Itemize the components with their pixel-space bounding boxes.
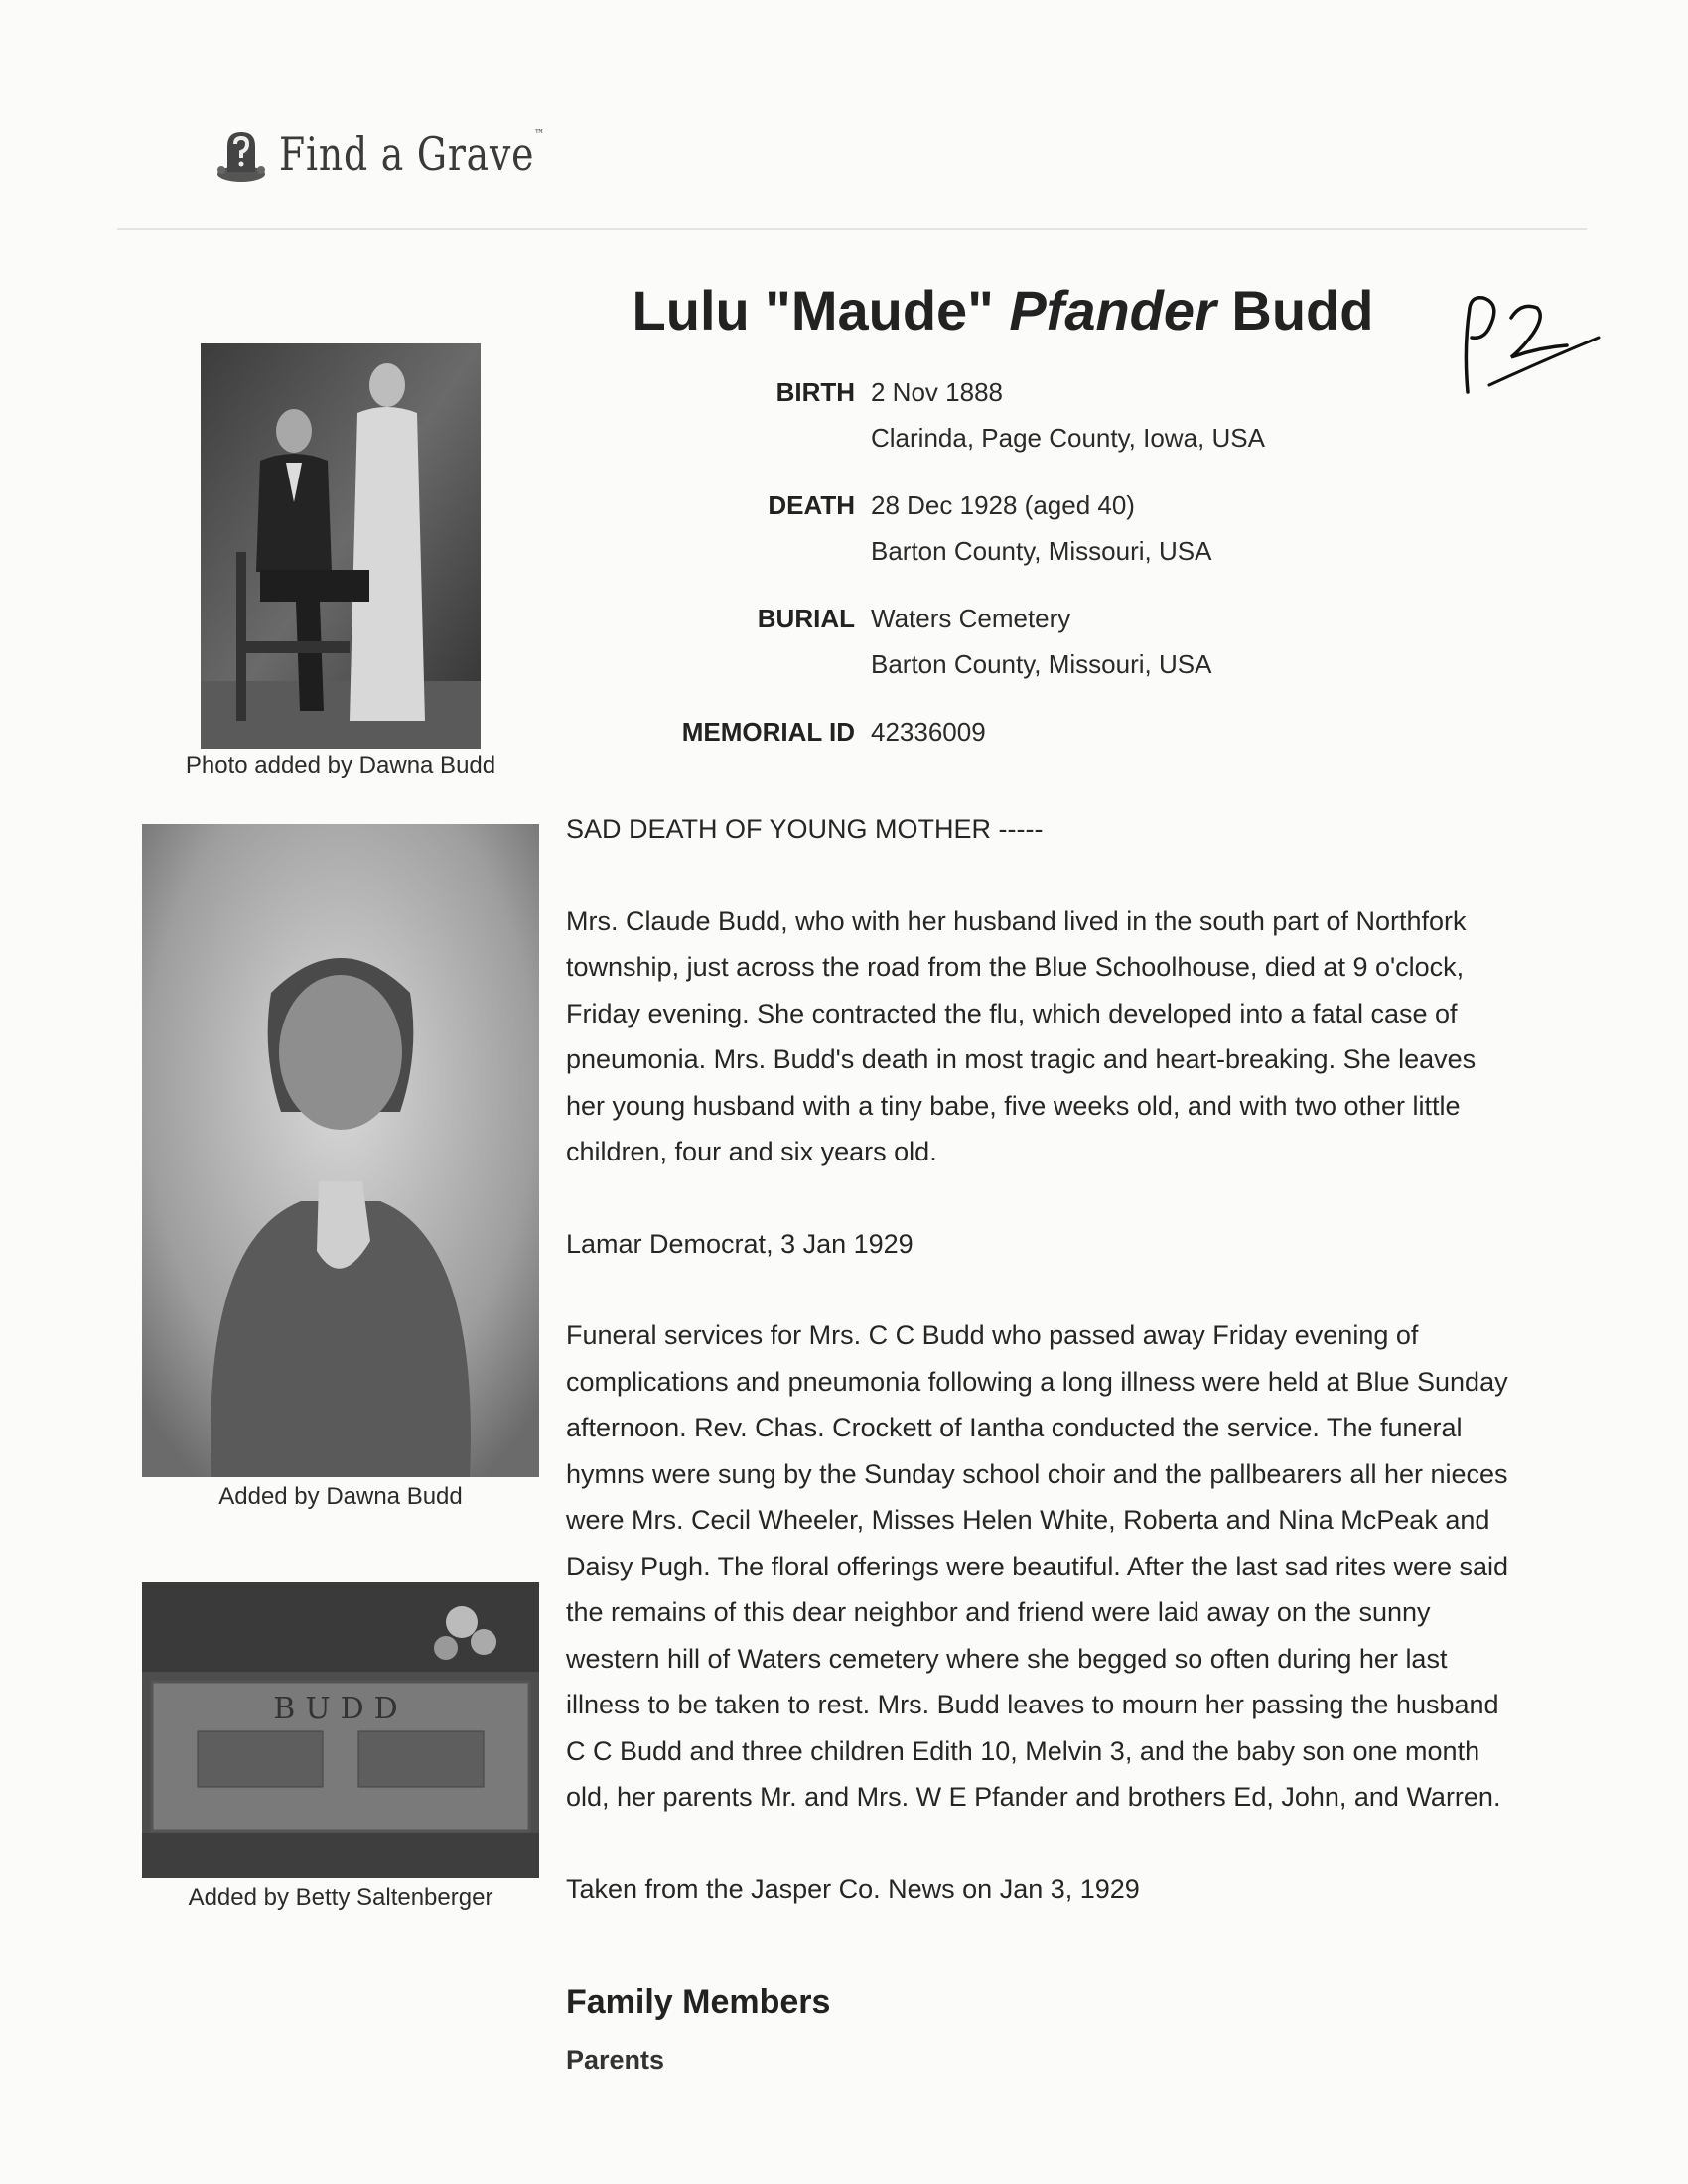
headstone-photo[interactable] — [142, 1582, 539, 1878]
story-source-2: Taken from the Jasper Co. News on Jan 3, 1929 — [566, 1873, 1140, 1904]
photo-caption-1: Photo added by Dawna Budd — [185, 752, 496, 779]
burial-place[interactable]: Barton County, Missouri, USA — [871, 649, 1212, 679]
death-label: DEATH — [768, 490, 855, 520]
birth-label: BIRTH — [775, 377, 855, 407]
svg-text:BUDD: BUDD — [273, 1692, 408, 1726]
biography-text — [566, 806, 1519, 1958]
photo-caption-2: Added by Dawna Budd — [218, 1483, 463, 1510]
memorial-id-label: MEMORIAL ID — [681, 717, 855, 747]
couple-portrait-photo[interactable] — [201, 343, 481, 749]
birth-fact — [616, 369, 1410, 461]
find-a-grave-logo[interactable] — [213, 119, 604, 189]
parents-label: Parents — [566, 2045, 665, 2075]
death-place[interactable]: Barton County, Missouri, USA — [871, 536, 1212, 566]
memorial-id-value: 42336009 — [871, 717, 986, 747]
couple-portrait-image — [201, 343, 481, 749]
title-first-name: Lulu "Maude" — [632, 279, 994, 341]
logo-text: Find a Grave™ — [279, 127, 545, 181]
headstone-image — [142, 1582, 539, 1878]
woman-portrait-image — [142, 824, 539, 1477]
header-divider — [117, 228, 1587, 230]
birth-place[interactable]: Clarinda, Page County, Iowa, USA — [871, 423, 1265, 453]
story-source-1: Lamar Democrat, 3 Jan 1929 — [566, 1228, 914, 1259]
memorial-facts — [616, 369, 1410, 776]
memorial-id-fact — [616, 709, 1410, 754]
death-date: 28 Dec 1928 (aged 40) — [871, 490, 1135, 520]
family-members-title: Family Members — [566, 1983, 831, 2021]
story-paragraph-1: Mrs. Claude Budd, who with her husband lived in the south part of Northfork township, just across the road from the Blue Schoolhouse, died at 9 o'clock, Friday evening. She contracted the flu, which developed into a fatal case of pneumonia. Mrs. Budd's death in most tragic and heart-breaking. She leaves her young husband with a tiny babe, five weeks old, and with two other little children, four and six years old. — [566, 905, 1477, 1166]
photo-caption-3: Added by Betty Saltenberger — [188, 1884, 493, 1911]
title-last-name: Budd — [1231, 279, 1374, 341]
burial-fact — [616, 596, 1410, 687]
woman-portrait-photo[interactable] — [142, 824, 539, 1477]
memorial-title — [556, 278, 1450, 342]
death-fact — [616, 482, 1410, 574]
burial-cemetery[interactable]: Waters Cemetery — [871, 604, 1071, 633]
story-paragraph-2: Funeral services for Mrs. C C Budd who passed away Friday evening of complications and pneumonia following a long illness were held at Blue Sunday afternoon. Rev. Chas. Crockett of Iantha conducted the service. The funeral hymns were sung by the Sunday school choir and the pallbearers all her nieces were Mrs. Cecil Wheeler, Misses Helen White, Roberta and Nina McPeak and Daisy Pugh. The floral offerings were beautiful. After the last sad rites were said the remains of this dear neighbor and friend were laid away on the sunny western hill of Waters cemetery where she begged so often during her last illness to be taken to rest. Mrs. Budd leaves to mourn her passing the husband C C Budd and three children Edith 10, Melvin 3, and the baby son one month old, her parents Mr. and Mrs. W E Pfander and brothers Ed, John, and Warren. — [566, 1320, 1508, 1812]
burial-label: BURIAL — [757, 604, 855, 633]
handwritten-page-note — [1450, 288, 1609, 407]
story-heading: SAD DEATH OF YOUNG MOTHER ----- — [566, 814, 1044, 844]
logo-icon — [213, 124, 269, 184]
title-maiden-name: Pfander — [1009, 279, 1216, 341]
birth-date: 2 Nov 1888 — [871, 377, 1003, 407]
